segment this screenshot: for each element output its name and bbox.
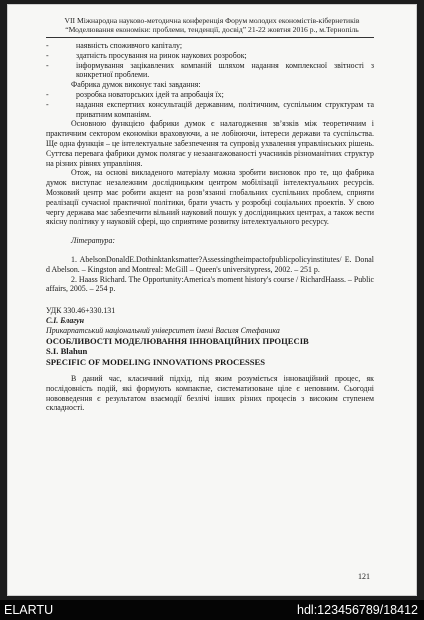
repository-footer-bar xyxy=(0,600,424,620)
reference-item: 1. AbelsonDonaldE.Dothinktanksmatter?Assessingtheimpactofpublicpolicyinstitutes/ E. Donald Abelson. – Kingston and Montreal: McGill – Queen's universitypress, 2002. – 251 p. xyxy=(46,254,374,274)
page-body xyxy=(46,41,374,413)
paragraph-functions: Основною функцією фабрики думок є налагодження зв’язків між теоретичним і практичним сектором економіки враховуючи, а не лобіюючи, інтереси держави та суспільства. Ще одна функція – це інтелектуальне забезпечення та супровід ухвалення управлінських рішень. Суттєва перевага фабрики думок полягає у незаангажованості учасників різноманітних структур на різних рівнях управління. xyxy=(46,119,374,168)
paragraph-conclusion: Отож, на основі викладеного матеріалу можна зробити висновок про те, що фабрика думок виступає незалежним дослідницьким центром мобілізації інтелектуальних ресурсів. Мозковий центр має робити акцент на розв’язанні глобальних суспільних проблем, сприяти реалізації сучасної практичної політики, брати участь у розробці соціальних проектів. У свою чергу держава має забезпечити вільний науковий пошук у дослідницьких центрах, а також вести якісну політику у науковій сфері, що сприятиме розвитку інтелектуального ресурсу. xyxy=(46,168,374,227)
header-line-1: VII Міжнародна науково-методична конференція Форум молодих економістів-кібернетиків xyxy=(64,16,360,25)
header-line-2: “Моделювання економіки: проблеми, тенденції, досвід” 21-22 жовтня 2016 р., м.Тернопіль xyxy=(65,25,359,34)
bullet-item: - надання експертних консультацій державним, політичним, суспільним структурам та приватним компаніям. xyxy=(46,99,374,119)
literature-heading: Література: xyxy=(71,236,116,246)
reference-item: 2. Haass Richard. The Opportunity:America's moment history's course / RichardHaass. – Public affairs, 2005. – 254 p. xyxy=(46,274,374,294)
page-number: 121 xyxy=(358,572,370,581)
article-title-uk: ОСОБЛИВОСТІ МОДЕЛЮВАННЯ ІННОВАЦІЙНИХ ПРОЦЕСІВ xyxy=(46,335,309,346)
bullet-item: - інформування зацікавлених компаній шляхом надання комплексної звітності з конкретної проблеми. xyxy=(46,60,374,80)
author-name-en: S.I. Blahun xyxy=(46,346,88,357)
article-title-en: SPECIFIC OF MODELING INNOVATIONS PROCESSES xyxy=(46,356,266,367)
bullet-item: - наявність споживчого капіталу; xyxy=(46,41,183,50)
document-page xyxy=(7,4,417,596)
paragraph-intro: В даний час, класичний підхід, під яким розуміється інноваційний процес, як послідовність подій, які формують компактне, систематизоване ціле є неповним. Сьогодні нововведення є результатом взаємодії безлічі інших різних процесів з високим ступенем складності. xyxy=(46,374,374,413)
repository-name: ELARTU xyxy=(4,603,54,617)
conference-header xyxy=(8,16,416,34)
tasks-intro: Фабрика думок виконує такі завдання: xyxy=(71,80,201,90)
udk-code: УДК 330.46+330.131 xyxy=(46,306,116,316)
bullet-item: - здатність просування на ринок наукових розробок; xyxy=(46,50,247,60)
author-name-uk: С.І. Благун xyxy=(46,315,85,325)
author-affiliation: Прикарпатський національний університет імені Василя Стефаника xyxy=(46,325,280,335)
handle-identifier: hdl:123456789/18412 xyxy=(297,603,418,617)
header-divider xyxy=(46,37,374,38)
bullet-item: - розробка новаторських ідей та апробація їх; xyxy=(46,89,224,99)
